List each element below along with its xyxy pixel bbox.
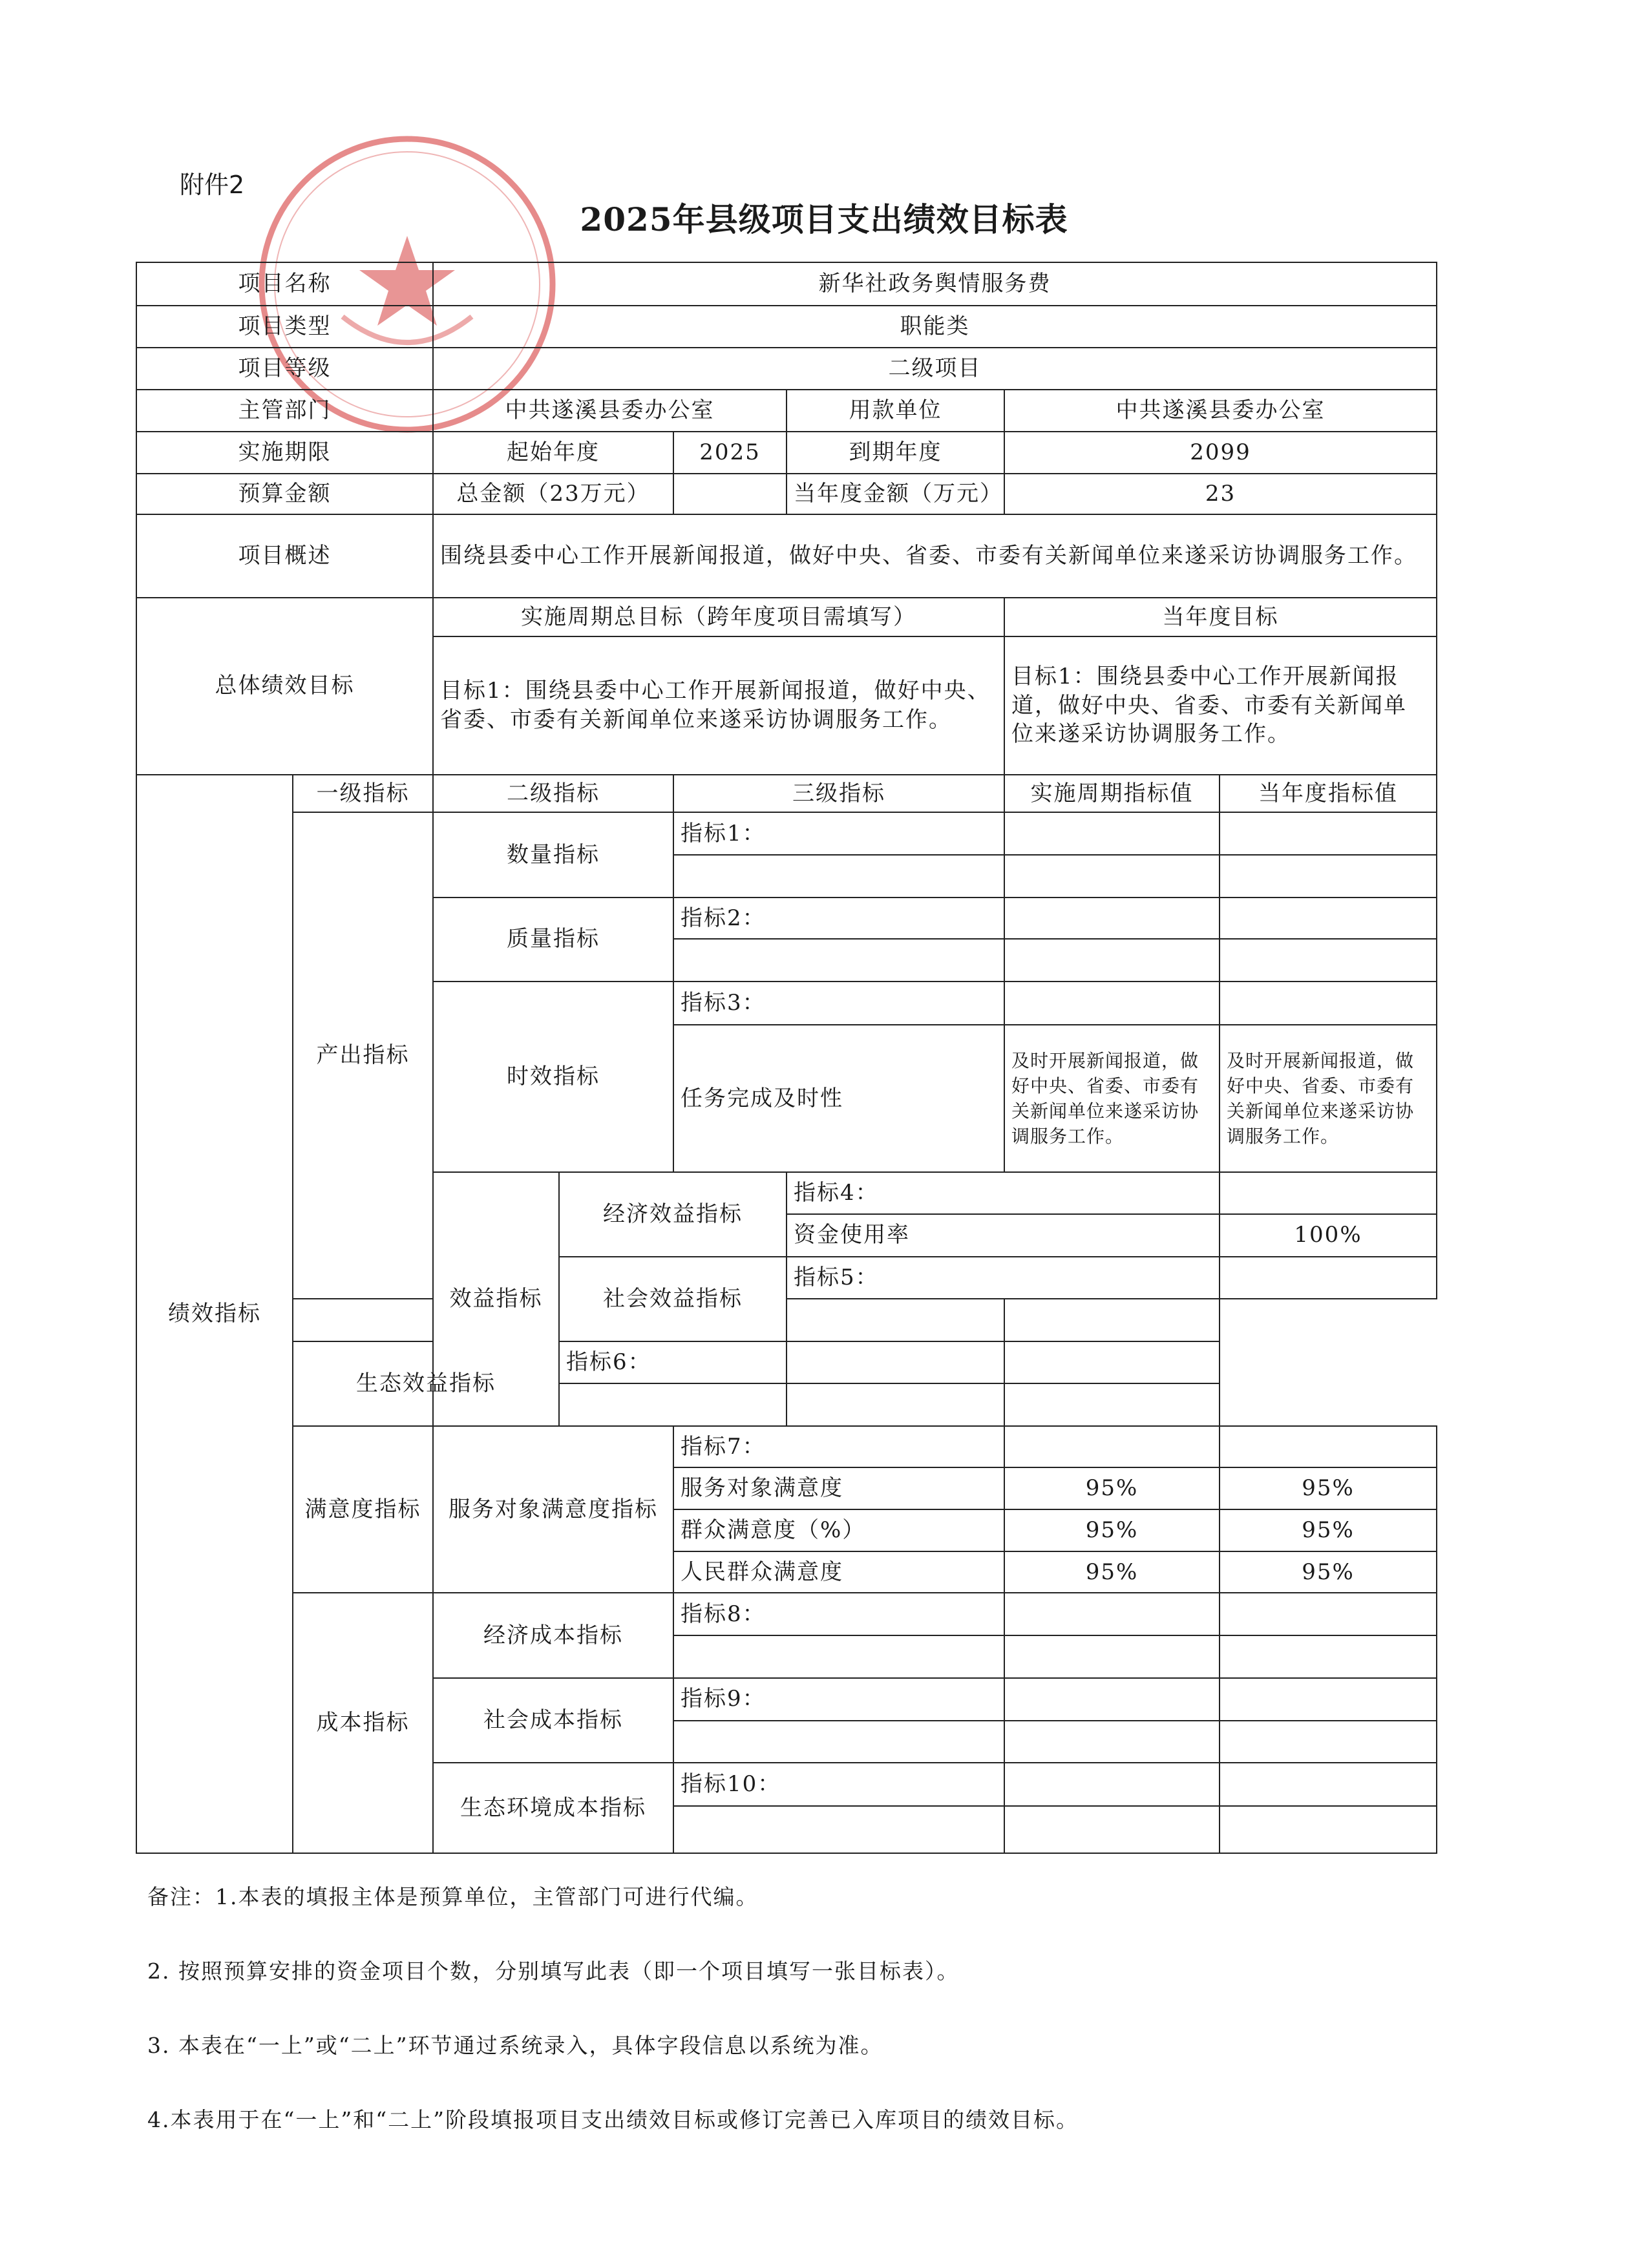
overview-label: 项目概述 — [136, 514, 433, 597]
notes — [147, 1880, 1505, 2178]
col-header-level1: 一级指标 — [293, 775, 433, 813]
fund-use-item: 资金使用率 — [787, 1214, 1220, 1257]
user-unit-label: 用款单位 — [787, 390, 1004, 432]
benefit-indicator-label: 效益指标 — [433, 1172, 559, 1425]
economic-benefit-indicator: 经济效益指标 — [559, 1172, 787, 1256]
start-year-value: 2025 — [673, 432, 787, 474]
budget-label: 预算金额 — [136, 474, 433, 515]
start-year-label: 起始年度 — [433, 432, 673, 474]
indicator-8: 指标8： — [673, 1593, 1004, 1635]
total-amount-label: 总金额（23万元） — [433, 474, 673, 515]
year-goal-header: 当年度目标 — [1004, 598, 1437, 637]
social-benefit-indicator: 社会效益指标 — [559, 1257, 787, 1341]
indicator-5: 指标5： — [787, 1257, 1220, 1299]
col-header-year-value: 当年度指标值 — [1220, 775, 1437, 813]
user-unit-value: 中共遂溪县委办公室 — [1004, 390, 1437, 432]
note-1: 备注：1.本表的填报主体是预算单位，主管部门可进行代编。 — [147, 1884, 759, 1909]
dept-label: 主管部门 — [136, 390, 433, 432]
project-name-label: 项目名称 — [136, 262, 433, 306]
col-header-level2: 二级指标 — [433, 775, 673, 813]
period-goal-header: 实施周期总目标（跨年度项目需填写） — [433, 598, 1004, 637]
satisfaction-indicator-label: 满意度指标 — [293, 1426, 433, 1593]
note-4: 4.本表用于在“一上”和“二上”阶段填报项目支出绩效目标或修订完善已入库项目的绩效目标。 — [147, 2107, 1079, 2132]
indicator-4: 指标4： — [787, 1172, 1220, 1214]
current-amount-label: 当年度金额（万元） — [787, 474, 1004, 515]
indicator-2: 指标2： — [673, 898, 1004, 940]
overview-text: 围绕县委中心工作开展新闻报道，做好中央、省委、市委有关新闻单位来遂采访协调服务工作。 — [433, 514, 1437, 597]
timeliness-indicator: 时效指标 — [433, 982, 673, 1172]
indicator-7: 指标7： — [673, 1426, 1004, 1468]
timeliness-period-value: 及时开展新闻报道，做好中央、省委、市委有关新闻单位来遂采访协调服务工作。 — [1004, 1025, 1220, 1173]
attachment-label: 附件2 — [180, 171, 245, 199]
eco-benefit-indicator: 生态效益指标 — [293, 1341, 559, 1425]
project-name-value: 新华社政务舆情服务费 — [433, 262, 1437, 306]
page-title: 2025年县级项目支出绩效目标表 — [580, 200, 1068, 238]
project-level-value: 二级项目 — [433, 348, 1437, 390]
end-year-label: 到期年度 — [787, 432, 1004, 474]
indicator-10: 指标10： — [673, 1763, 1004, 1806]
project-level-label: 项目等级 — [136, 348, 433, 390]
satisfaction-item-3: 人民群众满意度 — [673, 1551, 1004, 1593]
performance-table — [136, 262, 1417, 1854]
quality-indicator: 质量指标 — [433, 898, 673, 982]
indicator-3: 指标3： — [673, 982, 1004, 1025]
end-year-value: 2099 — [1004, 432, 1437, 474]
satisfaction-1-period: 95% — [1004, 1467, 1220, 1509]
output-indicator-label: 产出指标 — [293, 812, 433, 1299]
timeliness-year-value: 及时开展新闻报道，做好中央、省委、市委有关新闻单位来遂采访协调服务工作。 — [1220, 1025, 1437, 1173]
col-header-period-value: 实施周期指标值 — [1004, 775, 1220, 813]
indicator-9: 指标9： — [673, 1678, 1004, 1721]
project-type-value: 职能类 — [433, 306, 1437, 348]
timeliness-item: 任务完成及时性 — [673, 1025, 1004, 1173]
satisfaction-3-year: 95% — [1220, 1551, 1437, 1593]
quantity-indicator: 数量指标 — [433, 812, 673, 897]
indicator-1: 指标1： — [673, 812, 1004, 855]
dept-value: 中共遂溪县委办公室 — [433, 390, 787, 432]
satisfaction-3-period: 95% — [1004, 1551, 1220, 1593]
current-amount-value: 23 — [1004, 474, 1437, 515]
satisfaction-1-year: 95% — [1220, 1467, 1437, 1509]
satisfaction-item-1: 服务对象满意度 — [673, 1467, 1004, 1509]
eco-cost-indicator: 生态环境成本指标 — [433, 1763, 673, 1853]
economic-cost-indicator: 经济成本指标 — [433, 1593, 673, 1677]
col-header-level3: 三级指标 — [673, 775, 1004, 813]
social-cost-indicator: 社会成本指标 — [433, 1678, 673, 1763]
satisfaction-2-period: 95% — [1004, 1509, 1220, 1551]
note-3: 3. 本表在“一上”或“二上”环节通过系统录入，具体字段信息以系统为准。 — [147, 2033, 883, 2058]
overall-goal-label: 总体绩效目标 — [136, 598, 433, 775]
period-label: 实施期限 — [136, 432, 433, 474]
satisfaction-2-year: 95% — [1220, 1509, 1437, 1551]
period-goal-text: 目标1：围绕县委中心工作开展新闻报道，做好中央、省委、市委有关新闻单位来遂采访协调服务工作。 — [433, 636, 1004, 774]
note-2: 2. 按照预算安排的资金项目个数，分别填写此表（即一个项目填写一张目标表）。 — [147, 1958, 960, 1984]
cost-indicator-label: 成本指标 — [293, 1593, 433, 1853]
total-amount-value — [673, 474, 787, 515]
fund-use-period-value: 100% — [1220, 1214, 1437, 1257]
service-satisfaction-indicator: 服务对象满意度指标 — [433, 1426, 673, 1593]
year-goal-text: 目标1：围绕县委中心工作开展新闻报道，做好中央、省委、市委有关新闻单位来遂采访协调服务工作。 — [1004, 636, 1437, 774]
indicator-6: 指标6： — [559, 1341, 787, 1383]
project-type-label: 项目类型 — [136, 306, 433, 348]
satisfaction-item-2: 群众满意度（%） — [673, 1509, 1004, 1551]
indicators-label: 绩效指标 — [136, 775, 293, 1853]
